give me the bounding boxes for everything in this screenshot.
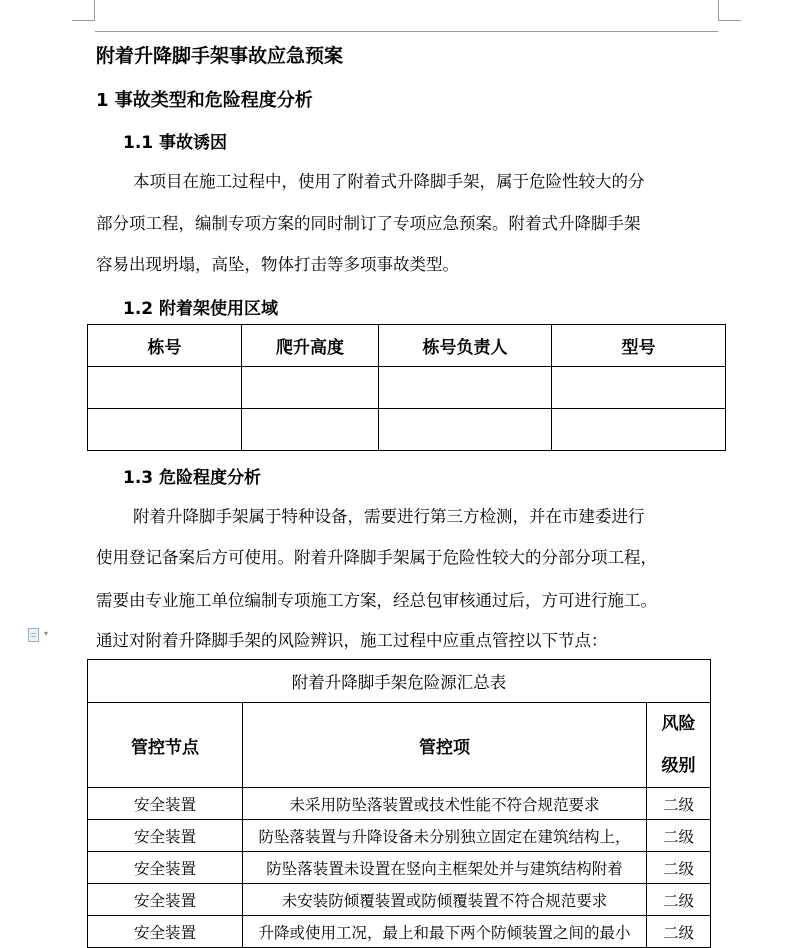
column-header-item: 管控项 [243, 703, 647, 788]
control-node-cell: 安全装置 [88, 820, 243, 852]
document-icon [28, 628, 39, 642]
table-cell[interactable] [379, 409, 552, 451]
table-row [88, 852, 711, 884]
column-header-level-line: 级别 [661, 756, 696, 776]
paragraph-line: 附着升降脚手架属于特种设备，需要进行第三方检测，并在市建委进行 [133, 507, 645, 526]
paragraph-line: 本项目在施工过程中，使用了附着式升降脚手架，属于危险性较大的分 [133, 172, 645, 191]
column-header: 栋号 [88, 325, 242, 367]
table-row [88, 367, 726, 409]
table-row [88, 409, 726, 451]
table-row [88, 820, 711, 852]
table-cell[interactable] [242, 409, 379, 451]
control-item-cell: 防坠落装置与升降设备未分别独立固定在建筑结构上， [243, 820, 647, 852]
control-item-cell: 防坠落装置未设置在竖向主框架处并与建筑结构附着 [243, 852, 647, 884]
page-corner-mark-left [72, 0, 95, 21]
table-cell[interactable] [88, 409, 242, 451]
risk-level-cell: 二级 [647, 916, 711, 948]
document-title: 附着升降脚手架事故应急预案 [96, 45, 344, 67]
dropdown-arrow-icon: ▾ [44, 629, 49, 638]
control-node-cell: 安全装置 [88, 884, 243, 916]
table-cell[interactable] [552, 409, 726, 451]
column-header-level-line: 风险 [661, 714, 696, 734]
table-row [88, 916, 711, 948]
table-row [88, 788, 711, 820]
column-header-node: 管控节点 [88, 703, 243, 788]
paragraph-line: 容易出现坍塌，高坠，物体打击等多项事故类型。 [96, 255, 459, 274]
paragraph-line: 通过对附着升降脚手架的风险辨识，施工过程中应重点管控以下节点： [96, 631, 608, 650]
paragraph-line: 需要由专业施工单位编制专项施工方案，经总包审核通过后，方可进行施工。 [96, 591, 657, 610]
risk-level-cell: 二级 [647, 788, 711, 820]
control-node-cell: 安全装置 [88, 852, 243, 884]
page-corner-mark-right [718, 0, 741, 21]
table-header-row [88, 325, 726, 367]
table-cell[interactable] [379, 367, 552, 409]
paragraph-options-icon[interactable] [28, 628, 52, 642]
table-cell[interactable] [552, 367, 726, 409]
column-header-level [647, 703, 711, 788]
column-header: 型号 [552, 325, 726, 367]
header-rule [95, 31, 718, 32]
table-row [88, 884, 711, 916]
control-node-cell: 安全装置 [88, 916, 243, 948]
section-1-heading: 1 事故类型和危险程度分析 [96, 90, 313, 111]
control-item-cell: 未安装防倾覆装置或防倾覆装置不符合规范要求 [243, 884, 647, 916]
section-1-1-heading: 1.1 事故诱因 [123, 133, 228, 153]
column-header: 栋号负责人 [379, 325, 552, 367]
control-item-cell: 未采用防坠落装置或技术性能不符合规范要求 [243, 788, 647, 820]
section-1-2-heading: 1.2 附着架使用区域 [123, 299, 279, 319]
risk-level-cell: 二级 [647, 820, 711, 852]
risk-level-cell: 二级 [647, 884, 711, 916]
risk-level-cell: 二级 [647, 852, 711, 884]
control-item-cell: 升降或使用工况，最上和最下两个防倾装置之间的最小 [243, 916, 647, 948]
table-caption-row [88, 660, 711, 703]
section-1-3-heading: 1.3 危险程度分析 [123, 468, 262, 488]
table-cell[interactable] [88, 367, 242, 409]
paragraph-line: 使用登记备案后方可使用。附着升降脚手架属于危险性较大的分部分项工程， [96, 548, 657, 567]
table-cell[interactable] [242, 367, 379, 409]
hazard-summary-table [87, 659, 711, 948]
control-node-cell: 安全装置 [88, 788, 243, 820]
table-header-row [88, 703, 711, 788]
column-header: 爬升高度 [242, 325, 379, 367]
paragraph-line: 部分项工程，编制专项方案的同时制订了专项应急预案。附着式升降脚手架 [96, 214, 641, 233]
usage-area-table [87, 324, 726, 451]
table-caption: 附着升降脚手架危险源汇总表 [88, 660, 711, 703]
